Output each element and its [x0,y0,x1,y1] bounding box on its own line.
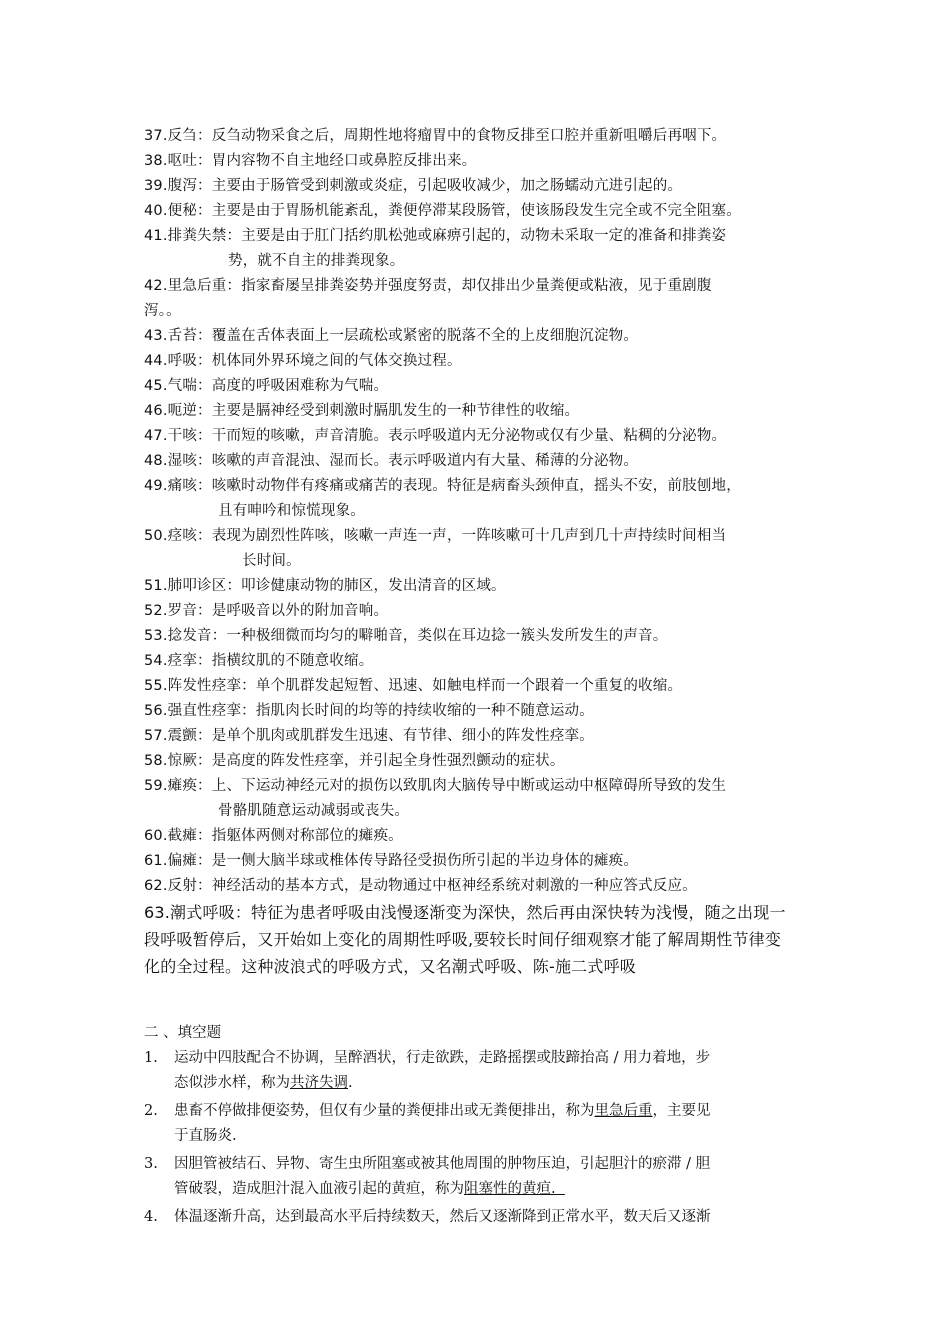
answer-text: 阻塞性的黄疸. [464,1181,565,1197]
definition-entry [144,399,824,424]
definition-text-cont: 骨骼肌随意运动减弱或丧失。 [218,803,410,819]
definition-entry [144,524,824,574]
definition-text: 61.偏瘫：是一侧大脑半球或椎体传导路径受损伤所引起的半边身体的瘫痪。 [144,853,639,869]
definition-entry [144,199,824,224]
item-text-cont [174,1071,814,1096]
definition-text: 49.痛咳：咳嗽时动物伴有疼痛或痛苦的表现。特征是病畜头颈伸直，摇头不安，前肢刨地， [144,478,741,494]
item-number: 1. [144,1050,158,1066]
definition-entry [144,574,824,599]
definition-entry [144,349,824,374]
definition-entry [144,324,824,349]
definition-entry [144,124,824,149]
definition-text-cont: 化的全过程。这种波浪式的呼吸方式，又名潮式呼吸、陈-施二式呼吸 [144,957,636,976]
definition-text: 56.强直性痉挛：指肌肉长时间的均等的持续收缩的一种不随意运动。 [144,703,594,719]
item-text: 于直肠炎. [174,1128,237,1144]
item-text-cont [174,1099,814,1124]
definition-entry [144,374,824,399]
definition-text: 47.干咳：干而短的咳嗽，声音清脆。表示呼吸道内无分泌物或仅有少量、粘稠的分泌物。 [144,428,727,444]
definition-text: 48.湿咳：咳嗽的声音混浊、湿而长。表示呼吸道内有大量、稀薄的分泌物。 [144,453,639,469]
definition-entry [144,874,824,899]
definition-entry [144,474,824,524]
definition-text: 51.肺叩诊区：叩诊健康动物的肺区，发出清音的区域。 [144,578,506,594]
definition-text-cont: 泻。。 [144,303,181,319]
fill-in-list [144,1046,814,1233]
answer-text: 共济失调 [290,1075,348,1091]
definition-entry [144,449,824,474]
definition-text: 57.震颤：是单个肌肉或肌群发生迅速、有节律、细小的阵发性痉挛。 [144,728,594,744]
item-text: 态似涉水样，称为 [174,1075,290,1091]
definition-text: 58.惊厥：是高度的阵发性痉挛，并引起全身性强烈颤动的症状。 [144,753,565,769]
fill-item [144,1205,814,1230]
section-title: 二 、填空题 [144,1025,222,1041]
item-text: 运动中四肢配合不协调，呈醉酒状，行走欲跌，走路摇摆或肢蹄抬高 / 用力着地，步 [174,1050,711,1066]
definition-entry [144,224,824,274]
definition-entry [144,849,824,874]
definition-list [144,124,824,980]
definition-text: 60.截瘫：指躯体两侧对称部位的瘫痪。 [144,828,403,844]
fill-item [144,1046,814,1096]
item-text: . [348,1075,353,1091]
definition-text-cont: 长时间。 [242,553,301,569]
definition-text: 45.气喘：高度的呼吸困难称为气喘。 [144,378,389,394]
definition-text: 40.便秘：主要是由于胃肠机能紊乱，粪便停滞某段肠管，使该肠段发生完全或不完全阻塞。 [144,203,741,219]
definition-text-cont: 势，就不自主的排粪现象。 [228,253,405,269]
definition-text-cont: 且有呻吟和惊慌现象。 [218,503,365,519]
definition-entry [144,149,824,174]
definition-text: 62.反射：神经活动的基本方式，是动物通过中枢神经系统对刺激的一种应答式反应。 [144,878,697,894]
definition-entry [144,824,824,849]
definition-text: 43.舌苔：覆盖在舌体表面上一层疏松或紧密的脱落不全的上皮细胞沉淀物。 [144,328,639,344]
definition-text: 42.里急后重：指家畜屡呈排粪姿势并强度努责，却仅排出少量粪便或粘液，见于重剧腹 [144,278,712,294]
answer-text: 里急后重 [594,1103,653,1119]
definition-text: 52.罗音：是呼吸音以外的附加音响。 [144,603,389,619]
item-text-cont [174,1177,814,1202]
definition-text-cont: 段呼吸暂停后，又开始如上变化的周期性呼吸,要较长时间仔细观察才能了解周期性节律变 [144,930,782,949]
definition-text: 50.痉咳：表现为剧烈性阵咳，咳嗽一声连一声，一阵咳嗽可十几声到几十声持续时间相当 [144,528,727,544]
item-text: 体温逐渐升高，达到最高水平后持续数天，然后又逐渐降到正常水平，数天后又逐渐 [174,1209,711,1225]
item-text: 因胆管被结石、异物、寄生虫所阻塞或被其他周围的肿物压迫，引起胆汁的瘀滞 / 胆 [174,1156,711,1172]
item-text: 管破裂，造成胆汁混入血液引起的黄疸，称为 [174,1181,464,1197]
definition-entry [144,649,824,674]
definition-text: 63.潮式呼吸：特征为患者呼吸由浅慢逐渐变为深快，然后再由深快转为浅慢，随之出现一 [144,903,786,922]
definition-text: 59.瘫痪：上、下运动神经元对的损伤以致肌肉大脑传导中断或运动中枢障碍所导致的发生 [144,778,727,794]
definition-entry [144,749,824,774]
definition-entry [144,624,824,649]
definition-text: 46.呃逆：主要是膈神经受到刺激时膈肌发生的一种节律性的收缩。 [144,403,580,419]
definition-text: 37.反刍：反刍动物采食之后，周期性地将瘤胃中的食物反排至口腔并重新咀嚼后再咽下。 [144,128,727,144]
item-text: ，主要见 [652,1103,711,1119]
definition-text: 41.排粪失禁：主要是由于肛门括约肌松弛或麻痹引起的，动物未采取一定的准备和排粪姿 [144,228,727,244]
fill-item [144,1099,814,1149]
item-text: 患畜不停做排便姿势，但仅有少量的粪便排出或无粪便排出，称为 [174,1103,595,1119]
definition-entry [144,774,824,824]
item-number: 4. [144,1209,158,1225]
definition-text: 55.阵发性痉挛：单个肌群发起短暂、迅速、如触电样而一个跟着一个重复的收缩。 [144,678,683,694]
definition-text: 38.呕吐：胃内容物不自主地经口或鼻腔反排出来。 [144,153,477,169]
definition-entry [144,274,824,324]
definition-entry [144,674,824,699]
definition-text: 54.痉挛：指横纹肌的不随意收缩。 [144,653,374,669]
definition-text: 53.捻发音：一种极细微而均匀的噼啪音，类似在耳边捻一簇头发所发生的声音。 [144,628,668,644]
item-number: 3. [144,1156,158,1172]
item-number: 2. [144,1103,158,1119]
definition-entry [144,424,824,449]
definition-entry [144,599,824,624]
definition-entry [144,899,824,980]
definition-text: 39.腹泻：主要由于肠管受到刺激或炎症，引起吸收减少，加之肠蠕动亢进引起的。 [144,178,683,194]
fill-item [144,1152,814,1202]
definition-entry [144,699,824,724]
definition-entry [144,724,824,749]
definition-text: 44.呼吸：机体同外界环境之间的气体交换过程。 [144,353,462,369]
definition-entry [144,174,824,199]
